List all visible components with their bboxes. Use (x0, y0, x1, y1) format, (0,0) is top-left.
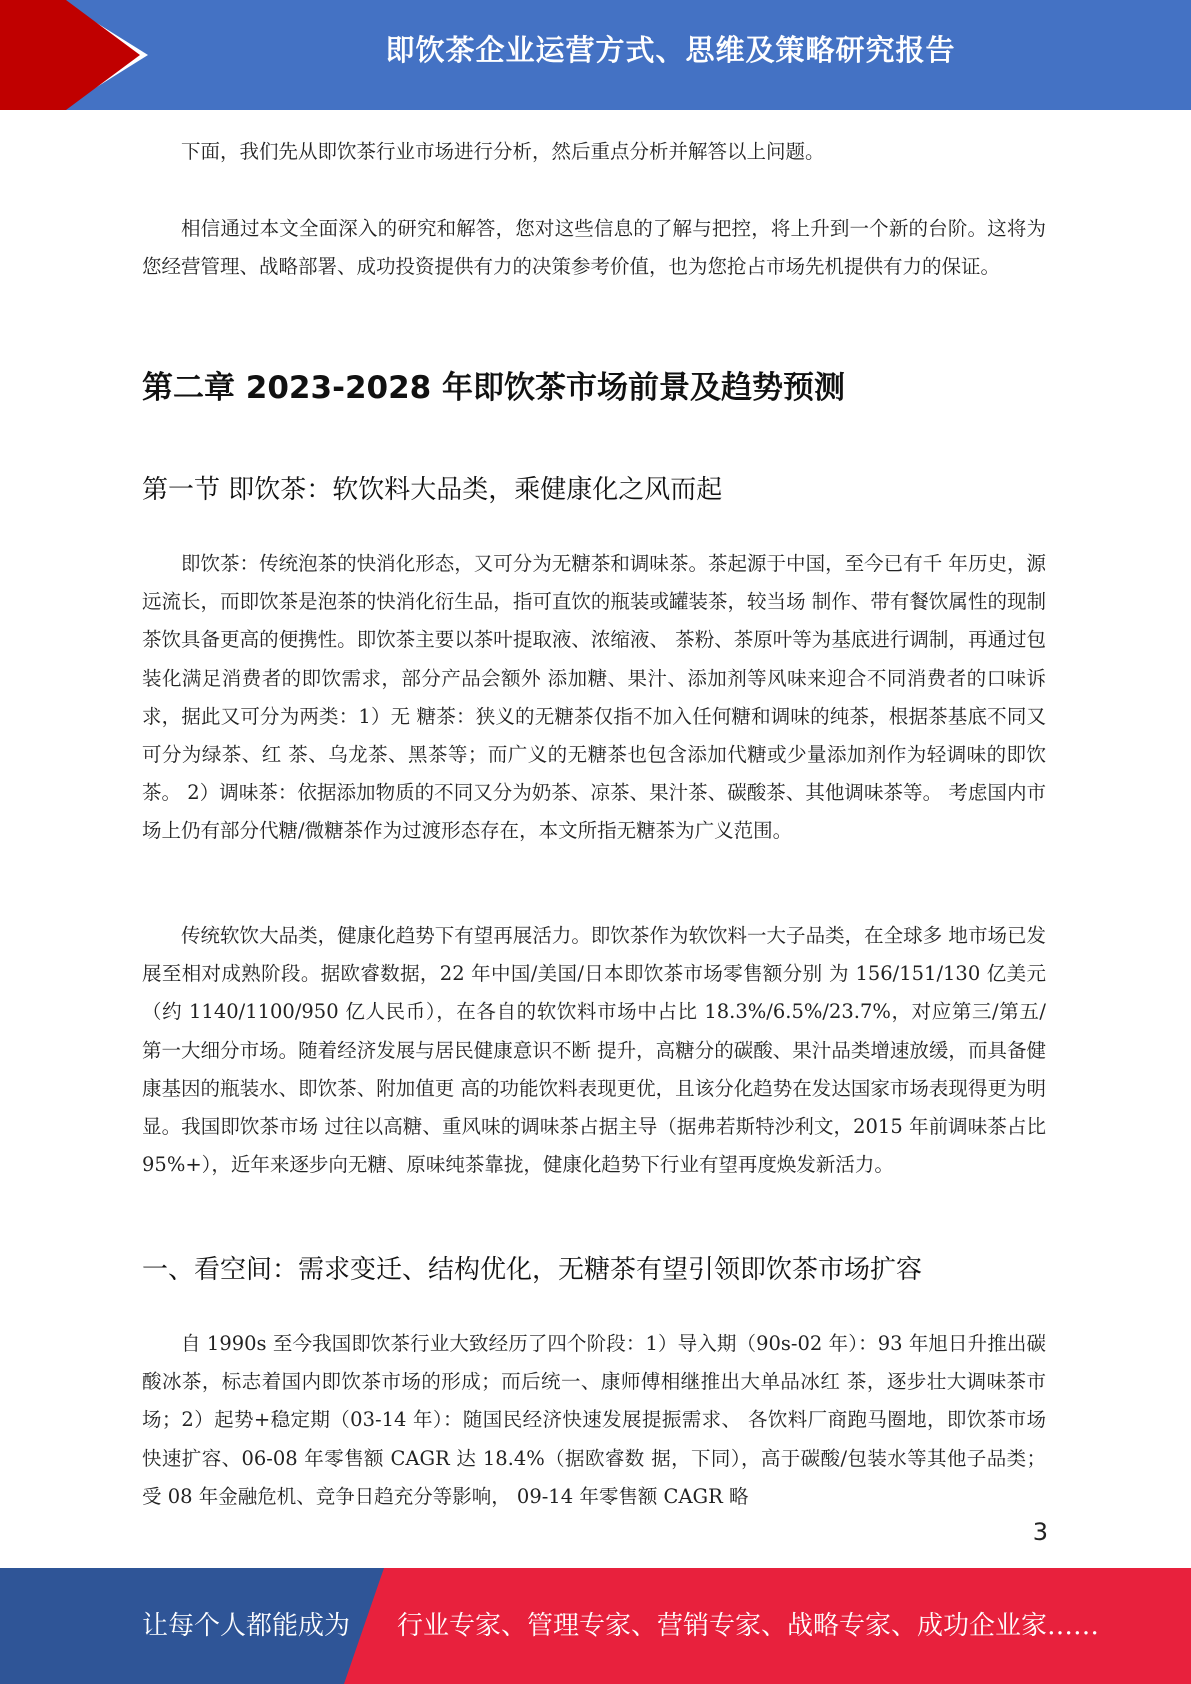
chapter-heading: 第二章 2023-2028 年即饮茶市场前景及趋势预测 (142, 370, 846, 406)
page-footer (0, 1568, 1191, 1684)
section-heading-1: 第一节 即饮茶：软饮料大品类，乘健康化之风而起 (142, 475, 723, 505)
paragraph-history: 自 1990s 至今我国即饮茶行业大致经历了四个阶段：1）导入期（90s-02 年）：93 年旭日升推出碳酸冰茶，标志着国内即饮茶市场的形成；而后统一、康师傅相继推出大单品冰红 茶，逐步壮大调味茶市场；2）起势+稳定期（03-14 年）：随国民经济快速发展提振需求、 各饮料厂商跑马圈地，即饮茶市场快速扩容、06-08 年零售额 CAGR 达 18.4%（据欧睿数 据，下同），高于碳酸/包装水等其他子品类；受 08 年金融危机、竞争日趋充分等影响， 09-14 年零售额 CAGR 略 (142, 1332, 1046, 1508)
page-number: 3 (1032, 1518, 1048, 1546)
paragraph-intro: 下面，我们先从即饮茶行业市场进行分析，然后重点分析并解答以上问题。 (181, 140, 825, 163)
paragraph-market: 传统软饮大品类，健康化趋势下有望再展活力。即饮茶作为软饮料一大子品类，在全球多 地市场已发展至相对成熟阶段。据欧睿数据，22 年中国/美国/日本即饮茶市场零售额分别 为 156/151/130 亿美元（约 1140/1100/950 亿人民币），在各自的软饮料市场中占比 18.3%/6.5%/23.7%，对应第三/第五/第一大细分市场。随着经济发展与居民健康意识不断 提升，高糖分的碳酸、果汁品类增速放缓，而具备健康基因的瓶装水、即饮茶、附加值更 高的功能饮料表现更优，且该分化趋势在发达国家市场表现得更为明显。我国即饮茶市场 过往以高糖、重风味的调味茶占据主导（据弗若斯特沙利文，2015 年前调味茶占比 95%+），近年来逐步向无糖、原味纯茶靠拢，健康化趋势下行业有望再度焕发新活力。 (142, 924, 1046, 1177)
header-chevron-decoration (0, 0, 150, 110)
footer-slogan-right: 行业专家、管理专家、营销专家、战略专家、成功企业家…… (397, 1611, 1100, 1641)
section-heading-2: 一、看空间：需求变迁、结构优化，无糖茶有望引领即饮茶市场扩容 (142, 1255, 923, 1285)
footer-slogan-left: 让每个人都能成为 (142, 1611, 351, 1641)
paragraph-value: 相信通过本文全面深入的研究和解答，您对这些信息的了解与把控，将上升到一个新的台阶。这将为您经营管理、战略部署、成功投资提供有力的决策参考价值，也为您抢占市场先机提供有力的保证。 (142, 217, 1046, 279)
page-header (0, 0, 1191, 110)
paragraph-definition: 即饮茶：传统泡茶的快消化形态，又可分为无糖茶和调味茶。茶起源于中国，至今已有千 年历史，源远流长，而即饮茶是泡茶的快消化衍生品，指可直饮的瓶装或罐装茶，较当场 制作、带有餐饮属性的现制茶饮具备更高的便携性。即饮茶主要以茶叶提取液、浓缩液、 茶粉、茶原叶等为基底进行调制，再通过包装化满足消费者的即饮需求，部分产品会额外 添加糖、果汁、添加剂等风味来迎合不同消费者的口味诉求，据此又可分为两类：1）无 糖茶：狭义的无糖茶仅指不加入任何糖和调味的纯茶，根据茶基底不同又可分为绿茶、红 茶、乌龙茶、黑茶等；而广义的无糖茶也包含添加代糖或少量添加剂作为轻调味的即饮茶。 2）调味茶：依据添加物质的不同又分为奶茶、凉茶、果汁茶、碳酸茶、其他调味茶等。 考虑国内市场上仍有部分代糖/微糖茶作为过渡形态存在，本文所指无糖茶为广义范围。 (142, 552, 1046, 843)
report-title: 即饮茶企业运营方式、思维及策略研究报告 (385, 33, 956, 67)
